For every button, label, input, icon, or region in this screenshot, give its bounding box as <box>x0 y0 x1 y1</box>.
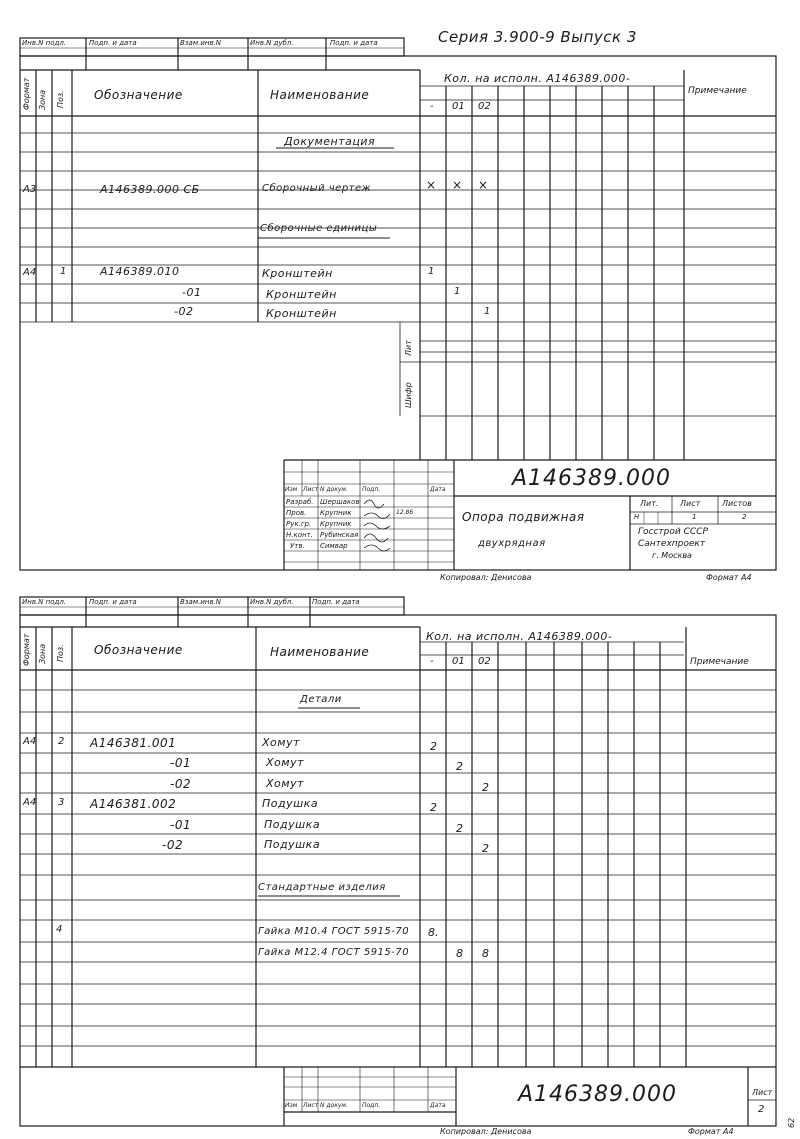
stamp-h-sign: Подп. <box>362 486 381 493</box>
section-details: Детали <box>300 694 342 705</box>
row-name: Подушка <box>262 797 319 810</box>
row-designation: А146389.000 СБ <box>100 183 200 196</box>
row-format: А4 <box>23 736 37 747</box>
designation-main: А146389.000 <box>518 1082 678 1107</box>
stamp-list-value: 2 <box>758 1104 765 1115</box>
row-designation: -01 <box>170 756 192 770</box>
row-name: Кронштейн <box>262 267 333 280</box>
stamp-h-date: Дата <box>430 1102 446 1109</box>
format-label: Формат А4 <box>706 573 752 582</box>
section-standard-items: Стандартные изделия <box>258 882 386 893</box>
archive-replace-inv: Взам.инв.N <box>180 598 222 606</box>
row-qty: 2 <box>482 781 489 794</box>
archive-sign-date: Подп. и дата <box>89 598 137 606</box>
head-zone: Зона <box>38 643 47 664</box>
row-designation: -01 <box>170 818 192 832</box>
head-note: Примечание <box>688 86 747 96</box>
archive-inv-dup: Инв.N дубл. <box>250 598 294 606</box>
row-designation: А146381.002 <box>90 797 177 811</box>
section-assembly-units: Сборочные единицы <box>260 223 378 234</box>
title-line-2: двухрядная <box>478 538 546 549</box>
head-pos: Поз. <box>56 644 65 662</box>
stamp-list-value: 1 <box>692 513 697 521</box>
stamp-lit-header: Лит. <box>640 499 659 508</box>
archive-inv-dup: Инв.N дубл. <box>250 39 294 47</box>
row-name: Кронштейн <box>266 307 337 320</box>
row-qty: 2 <box>456 822 463 835</box>
shifr-label: Шифр <box>404 382 413 408</box>
stamp-list-header: Лист <box>680 499 701 508</box>
row-pos: 2 <box>58 736 65 747</box>
stamp-listov-value: 2 <box>742 513 747 521</box>
lit-label: Лит <box>404 340 413 356</box>
stamp-h-izm: Изм <box>285 1102 298 1109</box>
row-designation: А146389.010 <box>100 265 180 278</box>
mark-x-1: × <box>452 178 463 192</box>
stamp-h-date: Дата <box>430 486 446 493</box>
row-name: Хомут <box>262 736 300 749</box>
head-v0: - <box>430 101 434 112</box>
stamp-razrab-name: Шершаков <box>320 498 360 506</box>
section-documentation: Документация <box>284 135 376 148</box>
row-name: Хомут <box>266 756 304 769</box>
mark-x-0: × <box>426 178 437 192</box>
stamp-nkont: Н.конт. <box>286 531 313 539</box>
row-name: Гайка М10.4 ГОСТ 5915-70 <box>258 926 410 937</box>
row-qty: 8 <box>482 947 489 960</box>
row-qty: 2 <box>482 842 489 855</box>
stamp-nkont-name: Рубинская <box>320 531 359 539</box>
archive-inv-orig: Инв.N подл. <box>22 39 67 47</box>
head-v0: - <box>430 656 434 667</box>
stamp-prov: Пров. <box>286 509 307 517</box>
row-name: Сборочный чертеж <box>262 183 372 194</box>
head-designation: Обозначение <box>94 88 183 102</box>
stamp-h-izm: Изм <box>285 486 298 493</box>
archive-inv-orig: Инв.N подл. <box>22 598 67 606</box>
stamp-h-list: Лист <box>303 1102 319 1109</box>
stamp-h-list: Лист <box>303 486 319 493</box>
row-qty: 2 <box>430 801 437 814</box>
org-line-1: Госстрой СССР <box>638 527 708 537</box>
row-name: Гайка М12.4 ГОСТ 5915-70 <box>258 947 410 958</box>
head-format: Формат <box>22 633 31 666</box>
row-format: А4 <box>23 797 37 808</box>
stamp-utv-name: Симвар <box>320 542 348 550</box>
stamp-razrab: Разраб. <box>286 498 314 506</box>
row-qty: 8. <box>428 926 439 939</box>
row-designation: -01 <box>182 286 202 299</box>
row-name: Подушка <box>264 838 321 851</box>
row-qty: 1 <box>428 266 435 277</box>
stamp-ruk: Рук.гр. <box>286 520 312 528</box>
row-qty: 1 <box>454 286 461 297</box>
head-note: Примечание <box>690 657 749 667</box>
row-qty: 2 <box>430 740 437 753</box>
stamp-h-doc: N докум. <box>320 486 348 493</box>
signatures-scribble <box>362 496 394 552</box>
head-v2: 02 <box>478 101 491 112</box>
archive-sign-date: Подп. и дата <box>89 39 137 47</box>
head-designation: Обозначение <box>94 643 183 657</box>
stamp-prov-name: Крупник <box>320 509 352 517</box>
stamp-list-header: Лист <box>752 1088 773 1097</box>
series-note: Серия 3.900-9 Выпуск 3 <box>438 28 637 46</box>
row-designation: -02 <box>170 777 192 791</box>
stamp-lit-value: Н <box>634 513 640 521</box>
stamp-listov-header: Листов <box>722 499 752 508</box>
row-qty: 1 <box>484 306 491 317</box>
title-line-1: Опора подвижная <box>462 510 585 524</box>
row-designation: А146381.001 <box>90 736 177 750</box>
row-name: Кронштейн <box>266 288 337 301</box>
stamp-utv: Утв. <box>290 542 305 550</box>
page-number: 62 <box>787 1117 796 1128</box>
row-format: А4 <box>23 267 37 278</box>
org-line-2: Сантехпроект <box>638 539 706 549</box>
org-line-3: г. Москва <box>652 551 692 560</box>
row-format: А3 <box>23 184 37 195</box>
archive-replace-inv: Взам.инв.N <box>180 39 222 47</box>
copied-by: Копировал: Денисова <box>440 573 532 582</box>
stamp-prov-date: 12.86 <box>396 509 414 516</box>
row-designation: -02 <box>174 305 194 318</box>
archive-sign-date-2: Подп. и дата <box>330 39 378 47</box>
stamp-h-doc: N докум. <box>320 1102 348 1109</box>
head-name: Наименование <box>270 88 370 102</box>
format-label: Формат А4 <box>688 1127 734 1136</box>
row-pos: 1 <box>60 266 67 277</box>
row-name: Хомут <box>266 777 304 790</box>
row-name: Подушка <box>264 818 321 831</box>
row-designation: -02 <box>162 838 184 852</box>
row-qty: 2 <box>456 760 463 773</box>
head-pos: Поз. <box>56 90 65 108</box>
head-v1: 01 <box>452 101 465 112</box>
row-qty: 8 <box>456 947 463 960</box>
row-pos: 3 <box>58 797 65 808</box>
head-name: Наименование <box>270 645 370 659</box>
head-v2: 02 <box>478 656 491 667</box>
mark-x-2: × <box>478 178 489 192</box>
stamp-h-sign: Подп. <box>362 1102 381 1109</box>
head-format: Формат <box>22 77 31 110</box>
row-pos: 4 <box>56 924 63 935</box>
head-qty: Кол. на исполн. А146389.000- <box>426 630 613 643</box>
designation-main: А146389.000 <box>512 466 672 491</box>
archive-sign-date-2: Подп. и дата <box>312 598 360 606</box>
head-zone: Зона <box>38 89 47 110</box>
head-v1: 01 <box>452 656 465 667</box>
stamp-ruk-name: Крупник <box>320 520 352 528</box>
copied-by: Копировал: Денисова <box>440 1127 532 1136</box>
head-qty: Кол. на исполн. А146389.000- <box>444 72 631 85</box>
